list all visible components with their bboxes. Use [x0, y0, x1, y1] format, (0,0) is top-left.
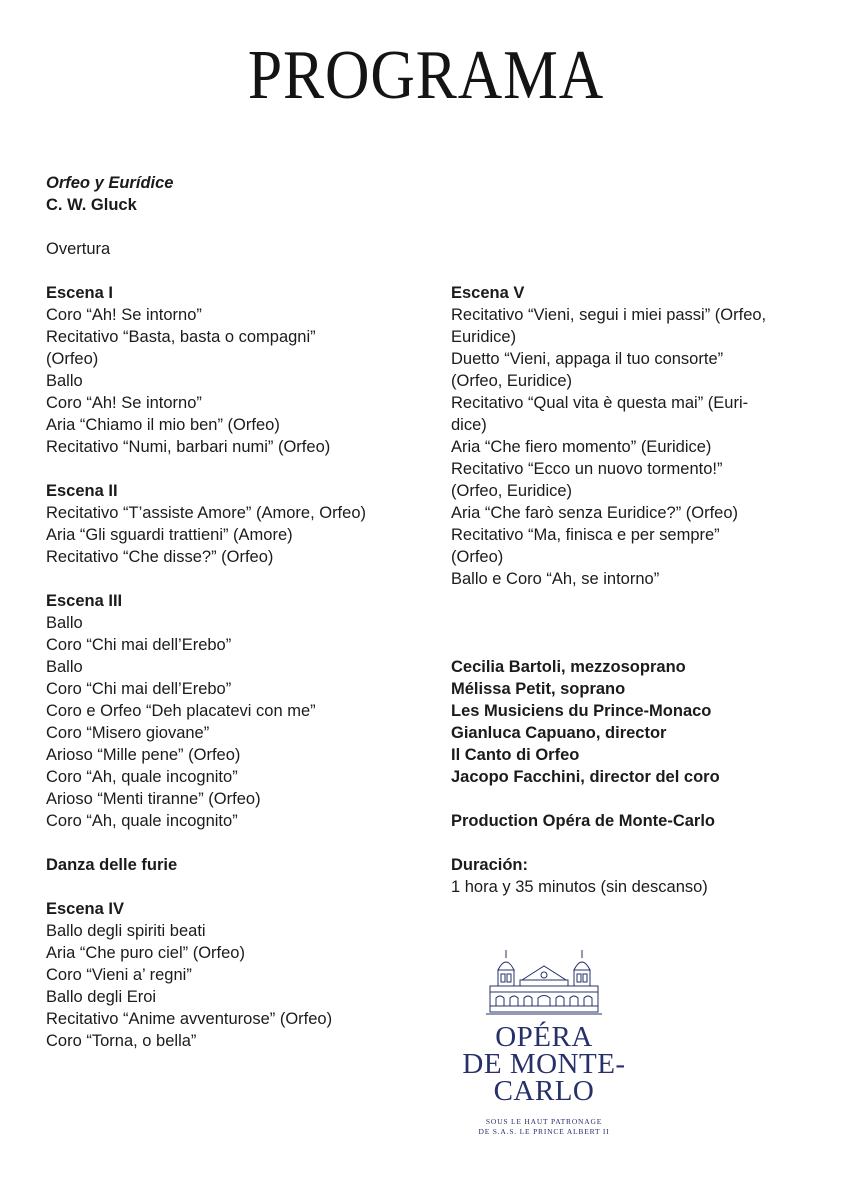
performer-name: Jacopo Facchini, director del coro: [451, 768, 720, 786]
scene-block: [46, 282, 436, 480]
program-item: Coro “Vieni a’ regni”: [46, 966, 192, 984]
program-item: Recitativo “Anime avventurose” (Orfeo): [46, 1010, 333, 1028]
work-title: Orfeo y Eurídice: [46, 174, 174, 192]
program-item: Ballo: [46, 372, 83, 390]
program-item: Recitativo “Qual vita è questa mai” (Euri-: [451, 394, 749, 412]
duration-value: 1 hora y 35 minutos (sin descanso): [451, 878, 708, 896]
scene-block: [46, 590, 436, 854]
program-item: Coro “Chi mai dell’Erebo”: [46, 636, 232, 654]
scene-heading: Escena V: [451, 284, 525, 302]
program-item: (Orfeo): [46, 350, 99, 368]
program-item: Coro e Orfeo “Deh placatevi con me”: [46, 702, 316, 720]
program-item: Coro “Torna, o bella”: [46, 1032, 197, 1050]
logo-subtitle-1: SOUS LE HAUT PATRONAGE: [485, 1117, 603, 1126]
scene-heading: Escena II: [46, 482, 118, 500]
performer-name: Il Canto di Orfeo: [451, 746, 580, 764]
program-item: Coro “Chi mai dell’Erebo”: [46, 680, 232, 698]
program-item: Recitativo “Numi, barbari numi” (Orfeo): [46, 438, 331, 456]
program-item: Euridice): [451, 328, 517, 346]
program-item: (Orfeo, Euridice): [451, 372, 573, 390]
opera-house-icon: [484, 940, 604, 1018]
program-item: (Orfeo, Euridice): [451, 482, 573, 500]
program-item: Recitativo “Che disse?” (Orfeo): [46, 548, 274, 566]
program-item: Aria “Che farò senza Euridice?” (Orfeo): [451, 504, 739, 522]
program-item: Aria “Che fiero momento” (Euridice): [451, 438, 712, 456]
opera-monte-carlo-logo: [454, 940, 634, 1137]
program-item: Recitativo “Vieni, segui i miei passi” (Orfeo,: [451, 306, 767, 324]
program-item: Coro “Ah! Se intorno”: [46, 306, 202, 324]
program-item: Coro “Ah, quale incognito”: [46, 768, 238, 786]
program-item: Ballo: [46, 658, 83, 676]
program-item: Recitativo “Ma, finisca e per sempre”: [451, 526, 720, 544]
program-item: Ballo degli spiriti beati: [46, 922, 206, 940]
program-item: dice): [451, 416, 487, 434]
program-item: (Orfeo): [451, 548, 504, 566]
performer-name: Cecilia Bartoli, mezzosoprano: [451, 658, 686, 676]
program-right-column: [451, 282, 831, 590]
performer-name: Gianluca Capuano, director: [451, 724, 667, 742]
performer-name: Mélissa Petit, soprano: [451, 680, 626, 698]
program-item: Ballo e Coro “Ah, se intorno”: [451, 570, 660, 588]
performer-credits: [451, 656, 831, 898]
composer-name: C. W. Gluck: [46, 196, 137, 214]
scene-block: [46, 854, 436, 898]
program-item: Ballo degli Eroi: [46, 988, 157, 1006]
program-item: Arioso “Menti tiranne” (Orfeo): [46, 790, 261, 808]
program-item: Aria “Che puro ciel” (Orfeo): [46, 944, 245, 962]
program-item: Coro “Misero giovane”: [46, 724, 210, 742]
program-item: Coro “Ah! Se intorno”: [46, 394, 202, 412]
scene-heading: Escena I: [46, 284, 113, 302]
scene-block: [46, 898, 436, 1052]
logo-line-3: CARLO: [493, 1075, 595, 1107]
performer-list: [451, 656, 831, 788]
program-item: Coro “Ah, quale incognito”: [46, 812, 238, 830]
scene-heading: Escena IV: [46, 900, 124, 918]
program-left-column: [46, 172, 436, 1052]
performer-name: Les Musiciens du Prince-Monaco: [451, 702, 712, 720]
production-credit: Production Opéra de Monte-Carlo: [451, 812, 716, 830]
page-title: PROGRAMA: [247, 37, 605, 114]
scene-list: [46, 282, 436, 1052]
program-item: Aria “Chiamo il mio ben” (Orfeo): [46, 416, 280, 434]
scene-items: [451, 304, 831, 590]
scene-heading: Escena III: [46, 592, 123, 610]
program-item: Ballo: [46, 614, 83, 632]
logo-line-2: DE MONTE-: [462, 1048, 626, 1080]
scene-block: [46, 480, 436, 590]
program-item: Aria “Gli sguardi trattieni” (Amore): [46, 526, 293, 544]
logo-line-1: OPÉRA: [495, 1021, 593, 1053]
logo-subtitle-2: DE S.A.S. LE PRINCE ALBERT II: [478, 1127, 610, 1136]
program-item: Recitativo “Basta, basta o compagni”: [46, 328, 316, 346]
program-item: Recitativo “Ecco un nuovo tormento!”: [451, 460, 723, 478]
program-item: Arioso “Mille pene” (Orfeo): [46, 746, 241, 764]
program-item: Duetto “Vieni, appaga il tuo consorte”: [451, 350, 724, 368]
overture-item: Overtura: [46, 240, 111, 258]
program-item: Recitativo “T’assiste Amore” (Amore, Orfeo): [46, 504, 366, 522]
scene-heading: Danza delle furie: [46, 856, 178, 874]
duration-label: Duración:: [451, 856, 529, 874]
